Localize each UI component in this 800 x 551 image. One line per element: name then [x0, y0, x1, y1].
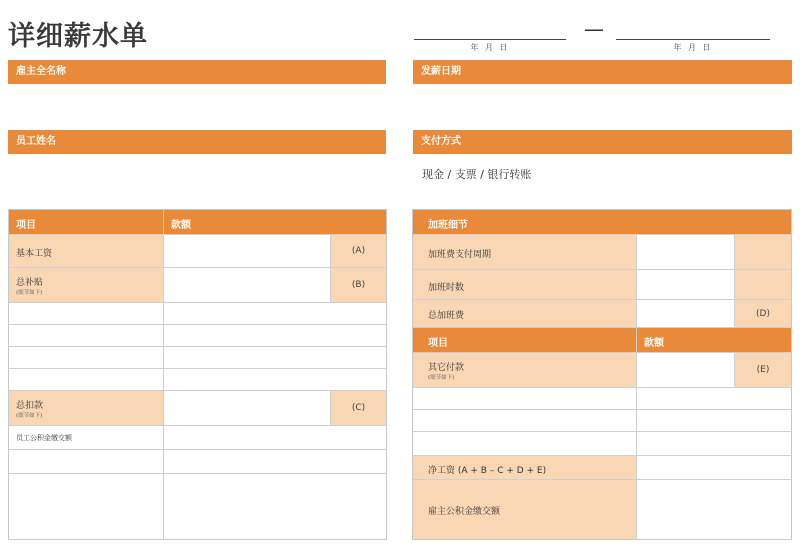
- total-deduction-input[interactable]: [164, 391, 331, 426]
- other-payments-label: 其它付款 (细节如下): [413, 353, 637, 388]
- page-title: 详细薪水单: [8, 21, 148, 52]
- overtime-details-header: 加班细节: [413, 210, 791, 235]
- allowance-detail-row[interactable]: [9, 347, 164, 369]
- overtime-table: [412, 209, 792, 540]
- deduction-detail-amount[interactable]: [164, 474, 386, 539]
- end-date-caption: 年 月 日: [673, 43, 713, 52]
- overtime-hours-label: 加班时数: [413, 270, 637, 300]
- overtime-period-input[interactable]: [637, 235, 735, 270]
- col-item-header: 项目: [9, 210, 164, 235]
- total-deduction-label: 总扣款 (细节如下): [9, 391, 164, 426]
- other-detail-row[interactable]: [413, 410, 637, 432]
- overtime-period-shade: [735, 235, 791, 270]
- employer-cpf-label: 雇主公积金缴交额: [413, 480, 637, 539]
- employee-cpf-input[interactable]: [164, 426, 386, 450]
- total-allowance-label: 总补贴 (细节如下): [9, 268, 164, 303]
- start-date-line[interactable]: [414, 39, 566, 40]
- deduction-detail-row[interactable]: [9, 450, 164, 474]
- deduction-detail-row[interactable]: [9, 474, 164, 539]
- net-salary-label: 净工资 (A + B – C + D + E): [413, 456, 637, 480]
- other-detail-amount[interactable]: [637, 410, 791, 432]
- total-allowance-input[interactable]: [164, 268, 331, 303]
- allowance-detail-amount[interactable]: [164, 347, 386, 369]
- other-payments-input[interactable]: [637, 353, 735, 388]
- total-allowance-marker: (B): [331, 268, 386, 303]
- other-detail-amount[interactable]: [637, 432, 791, 456]
- employee-cpf-label: 员工公积金缴交额: [9, 426, 164, 450]
- total-overtime-input[interactable]: [637, 300, 735, 328]
- earnings-table: [8, 209, 387, 540]
- overtime-period-label: 加班费支付周期: [413, 235, 637, 270]
- other-detail-amount[interactable]: [637, 388, 791, 410]
- basic-salary-label: 基本工资: [9, 235, 164, 268]
- basic-salary-input[interactable]: [164, 235, 331, 268]
- allowance-detail-row[interactable]: [9, 369, 164, 391]
- overtime-hours-input[interactable]: [637, 270, 735, 300]
- overtime-hours-shade: [735, 270, 791, 300]
- other-payments-marker: (E): [735, 353, 791, 388]
- col-item-header: 项目: [413, 328, 637, 353]
- deduction-detail-amount[interactable]: [164, 450, 386, 474]
- payment-method-header: 支付方式: [413, 130, 792, 154]
- total-overtime-label: 总加班费: [413, 300, 637, 328]
- allowance-detail-row[interactable]: [9, 303, 164, 325]
- allowance-detail-amount[interactable]: [164, 325, 386, 347]
- pay-date-header: 发薪日期: [413, 60, 792, 84]
- employer-cpf-input[interactable]: [637, 480, 791, 539]
- net-salary-input[interactable]: [637, 456, 791, 480]
- date-separator: —: [584, 17, 604, 41]
- other-detail-row[interactable]: [413, 388, 637, 410]
- end-date-line[interactable]: [616, 39, 770, 40]
- allowance-detail-amount[interactable]: [164, 369, 386, 391]
- col-amount-header: 款额: [637, 328, 791, 353]
- employee-name-header: 员工姓名: [8, 130, 386, 154]
- start-date-caption: 年 月 日: [470, 43, 510, 52]
- col-amount-header: 款额: [164, 210, 386, 235]
- allowance-detail-amount[interactable]: [164, 303, 386, 325]
- basic-salary-marker: (A): [331, 235, 386, 268]
- total-overtime-marker: (D): [735, 300, 791, 328]
- payment-options[interactable]: 现金 / 支票 / 银行转账: [422, 168, 532, 181]
- total-deduction-marker: (C): [331, 391, 386, 426]
- other-detail-row[interactable]: [413, 432, 637, 456]
- employer-name-header: 雇主全名称: [8, 60, 386, 84]
- allowance-detail-row[interactable]: [9, 325, 164, 347]
